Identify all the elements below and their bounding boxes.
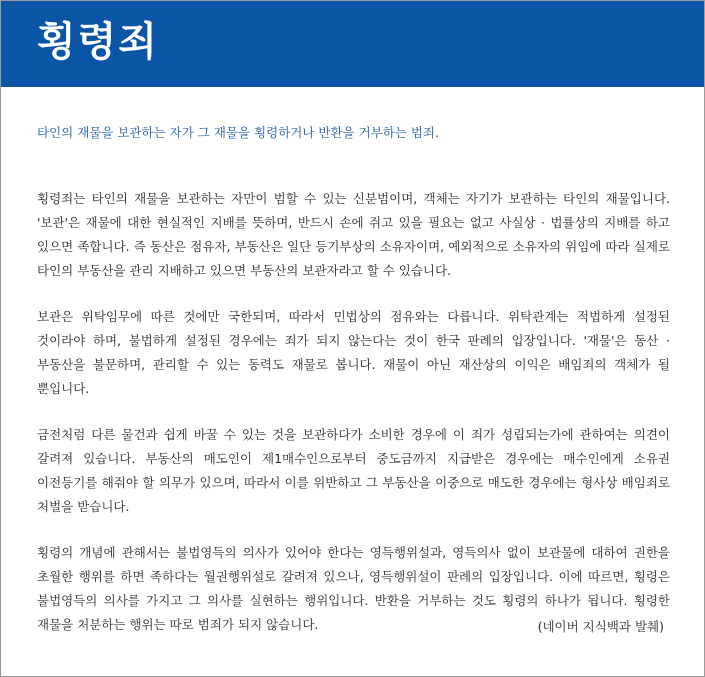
paragraph-concept: 횡령의 개념에 관해서는 불법영득의 의사가 있어야 한다는 영득행위설과, 영득의사 없이 보관물에 대하여 권한을 초월한 행위를 하면 족하다는 월권행위설로 갈려져 있으나, 영득행위설이 판례의 입장입니다. 이에 따르면, 횡령은 불법영득의 의사를 가지고 그 의사를 실현하는 행위입니다. 반환을 거부하는 것도 횡령의 하나가 됩니다. 횡령한 재물을 처분하는 행위는 따로 범죄가 되지 않습니다. [37,545,670,632]
paragraph-money-and-real-estate: 금전처럼 다른 물건과 쉽게 바꿀 수 있는 것을 보관하다가 소비한 경우에 이 죄가 성립되는가에 관하여는 의견이 갈려져 있습니다. 부동산의 매도인이 제1매수인으로부터 중도금까지 지급받은 경우에는 매수인에게 소유권 이전등기를 해줘야 할 의무가 있으며, 따라서 이를 위반하고 그 부동산을 이중으로 매도한 경우에는 형사상 배임죄로 처벌을 받습니다. [37,427,670,514]
definition-subtitle: 타인의 재물을 보관하는 자가 그 재물을 횡령하거나 반환을 거부하는 범죄. [37,125,439,140]
paragraph-entrustment: 보관은 위탁임무에 따른 것에만 국한되며, 따라서 민법상의 점유와는 다릅니다. 위탁관계는 적법하게 설정된 것이라야 하며, 불법하게 설정된 경우에는 죄가 되지 않는다는 것이 한국 판례의 입장입니다. '재물'은 동산 · 부동산을 불문하며, 관리할 수 있는 동력도 재물로 봅니다. 재물이 아닌 재산상의 이익은 배임죄의 객체가 될 뿐입니다. [37,309,670,396]
article-body [37,187,670,659]
header-banner [1,1,704,87]
paragraph-custody: 횡령죄는 타인의 재물을 보관하는 자만이 범할 수 있는 신분범이며, 객체는 자기가 보관하는 타인의 재물입니다. '보관'은 재물에 대한 현실적인 지배를 뜻하며, 반드시 손에 쥐고 있을 필요는 없고 사실상 · 법률상의 지배를 하고 있으면 족합니다. 즉 동산은 점유자, 부동산은 일단 등기부상의 소유자이며, 예외적으로 소유자의 위임에 따라 실제로 타인의 부동산을 관리 지배하고 있으면 부동산의 보관자라고 할 수 있습니다. [37,191,670,278]
page-title: 횡령죄 [37,19,159,65]
source-citation: (네이버 지식백과 발췌) [537,619,664,634]
